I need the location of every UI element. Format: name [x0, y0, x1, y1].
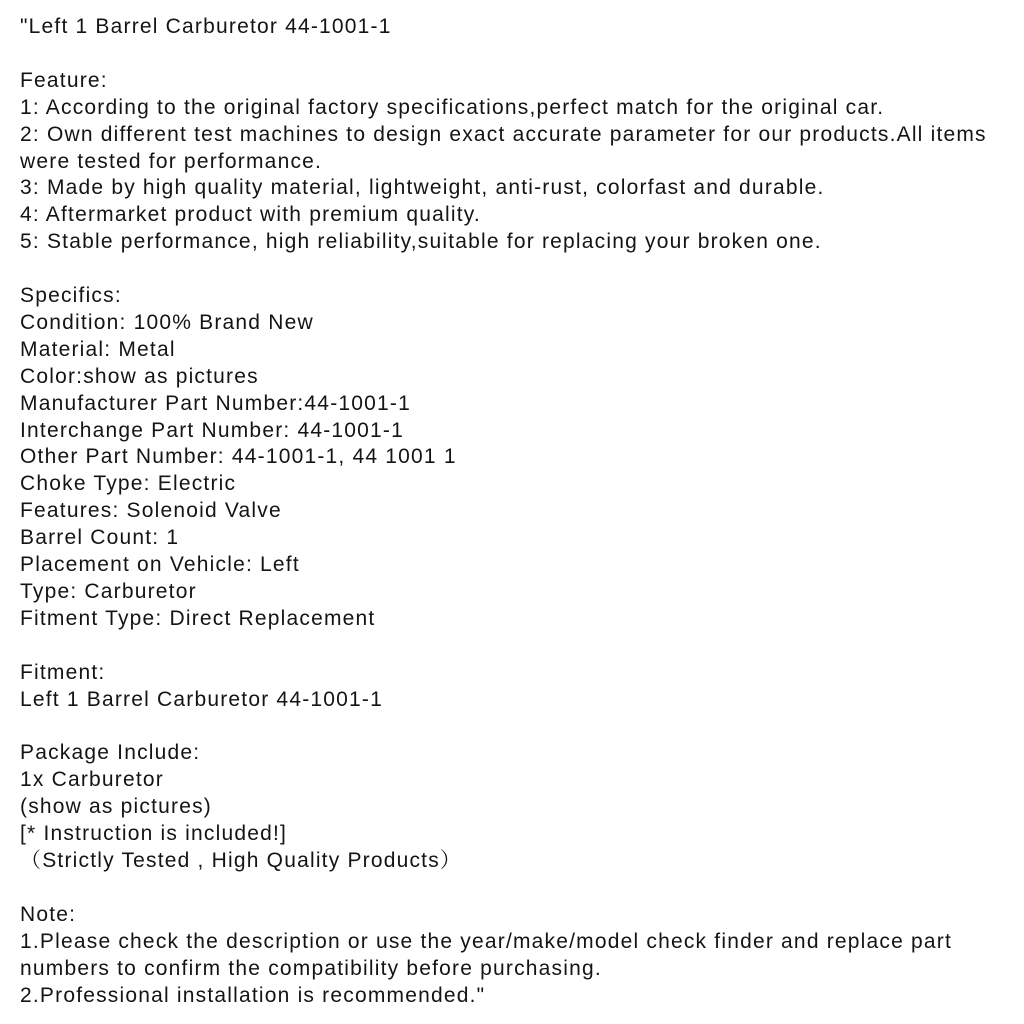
text-line: Fitment Type: Direct Replacement [20, 606, 376, 630]
text-line: Condition: 100% Brand New [20, 310, 314, 334]
text-line: 5: Stable performance, high reliability,suitable for replacing your broken one. [20, 230, 822, 254]
text-line: 2.Professional installation is recommended." [20, 983, 486, 1007]
section-package [20, 740, 1010, 875]
text-line: Left 1 Barrel Carburetor 44-1001-1 [20, 687, 383, 711]
text-line: 1.Please check the description or use the year/make/model check finder and replace part numbers to confirm the compatibility before purchasing. [20, 929, 953, 980]
description-sections [20, 68, 1010, 1010]
section-heading: Specifics: [20, 284, 122, 308]
section-note [20, 902, 1010, 1010]
text-line: Other Part Number: 44-1001-1, 44 1001 1 [20, 445, 457, 469]
section-heading: Fitment: [20, 660, 106, 684]
product-title: "Left 1 Barrel Carburetor 44-1001-1 [20, 15, 392, 38]
section-heading: Note: [20, 902, 77, 926]
section-heading: Package Include: [20, 741, 201, 765]
text-line: Barrel Count: 1 [20, 526, 180, 550]
text-line: （Strictly Tested , High Quality Products） [20, 849, 463, 873]
text-line: 4: Aftermarket product with premium quality. [20, 203, 481, 227]
text-line: Manufacturer Part Number:44-1001-1 [20, 391, 411, 415]
text-line: 3: Made by high quality material, lightweight, anti-rust, colorfast and durable. [20, 176, 825, 200]
section-specifics [20, 283, 1010, 633]
text-line: 1: According to the original factory specifications,perfect match for the original car. [20, 95, 885, 119]
text-line: Type: Carburetor [20, 580, 197, 603]
text-line: Color:show as pictures [20, 364, 259, 388]
text-line: Interchange Part Number: 44-1001-1 [20, 418, 404, 442]
text-line: Choke Type: Electric [20, 472, 237, 496]
text-line: (show as pictures) [20, 795, 212, 819]
section-fitment [20, 660, 1010, 714]
section-heading: Feature: [20, 68, 108, 92]
text-line: 1x Carburetor [20, 768, 164, 792]
text-line: [* Instruction is included!] [20, 822, 288, 846]
text-line: Placement on Vehicle: Left [20, 553, 300, 577]
text-line: Material: Metal [20, 337, 176, 361]
section-feature [20, 68, 1010, 256]
text-line: Features: Solenoid Valve [20, 499, 282, 523]
text-line: 2: Own different test machines to design exact accurate parameter for our products.All items were tested for performance. [20, 122, 987, 173]
